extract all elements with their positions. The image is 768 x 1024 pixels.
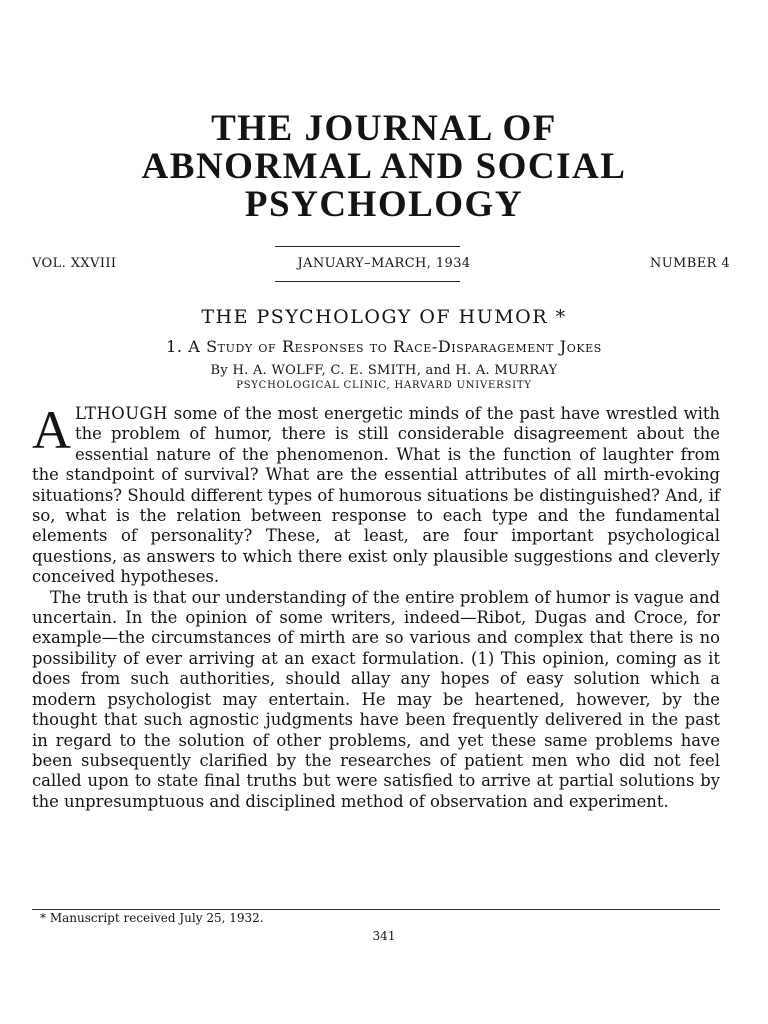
masthead-rule-top [275, 246, 460, 247]
author-affiliation: PSYCHOLOGICAL CLINIC, HARVARD UNIVERSITY [236, 380, 532, 391]
article-subtitle: 1. A Study of Responses to Race-Disparagement Jokes [166, 337, 602, 356]
article-authors: By H. A. WOLFF, C. E. SMITH, and H. A. MURRAY [210, 363, 558, 378]
footnote-rule [32, 909, 720, 910]
journal-title-line: PSYCHOLOGY [244, 184, 524, 225]
lead-caps: LTHOUGH [75, 404, 168, 423]
drop-cap: A [32, 400, 71, 460]
journal-title-line: ABNORMAL AND SOCIAL [141, 146, 627, 187]
article-body [32, 400, 720, 812]
masthead-rule-bottom [275, 281, 460, 282]
issue-date: JANUARY–MARCH, 1934 [297, 256, 471, 271]
journal-title-line: THE JOURNAL OF [211, 108, 557, 149]
paragraph-1-text: some of the most energetic minds of the past have wrestled with the problem of humor, there is still considerable disagreement about the essential nature of the phenomenon. What is the function of laughter from the standpoint of survival? What are the essential attributes of all mirth-evoking situations? Should different types of humorous situations be distinguished? And, if so, what is the relation between response to each type and the fundamental elements of personality? These, at least, are four important psychological questions, as answers to which there exist only plausible suggestions and cleverly conceived hypotheses. [32, 404, 720, 587]
paragraph-2: The truth is that our understanding of the entire problem of humor is vague and uncertain. In the opinion of some writers, indeed—Ribot, Dugas and Croce, for example—the circumstances of mirth are so various and complex that there is no possibility of ever arriving at an exact formulation. (1) This opinion, coming as it does from such authorities, should allay any hopes of easy solution which a modern psychologist may entertain. He may be heartened, however, by the thought that such agnostic judgments have been frequently delivered in the past in regard to the solution of other problems, and yet these same problems have been subsequently clarified by the researches of patient men who did not feel called upon to state final truths but were satisfied to arrive at partial solutions by the unpresumptuous and disciplined method of observation and experiment. [32, 587, 720, 811]
volume-label: VOL. XXVIII [32, 256, 117, 271]
footnote: * Manuscript received July 25, 1932. [40, 911, 264, 925]
issue-number: NUMBER 4 [649, 256, 730, 271]
article-title: THE PSYCHOLOGY OF HUMOR * [201, 306, 567, 328]
paragraph-1 [32, 400, 720, 588]
journal-title [0, 110, 768, 224]
page-number: 341 [372, 929, 396, 943]
